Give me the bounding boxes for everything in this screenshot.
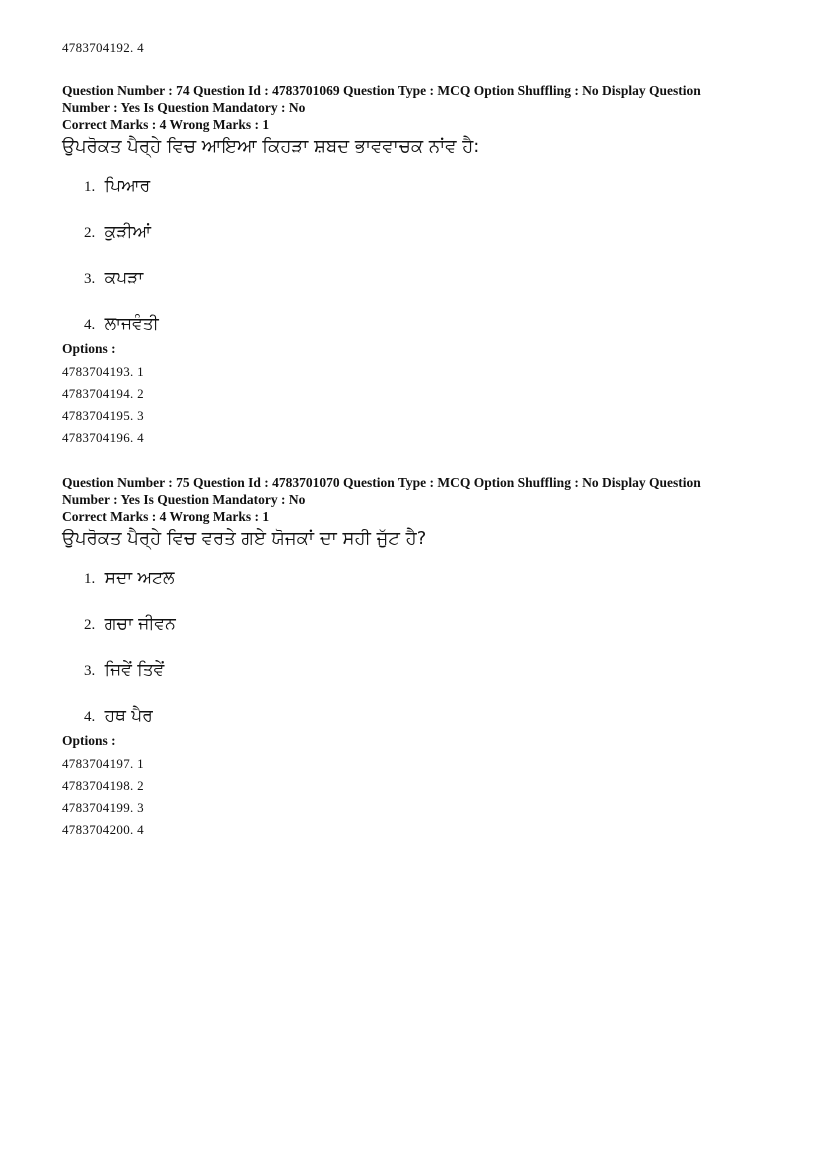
option-id: 4783704193. 1 bbox=[62, 364, 144, 379]
options-label: Options : bbox=[62, 341, 116, 356]
question-meta-line-2: Number : Yes Is Question Mandatory : No bbox=[62, 100, 306, 115]
question-marks: Correct Marks : 4 Wrong Marks : 1 bbox=[62, 509, 270, 524]
choice-item bbox=[84, 255, 772, 301]
option-id: 4783704197. 1 bbox=[62, 756, 144, 771]
option-id: 4783704194. 2 bbox=[62, 386, 144, 401]
choice-number: 1. bbox=[84, 179, 96, 195]
choice-label: ਕਪੜਾ bbox=[104, 268, 144, 288]
choice-label: ਸਦਾ ਅਟਲ bbox=[104, 568, 175, 588]
choice-item bbox=[84, 647, 772, 693]
choice-item bbox=[84, 209, 772, 255]
option-id: 4783704199. 3 bbox=[62, 800, 144, 815]
option-id-list bbox=[62, 361, 772, 449]
choice-label: ਪਿਆਰ bbox=[104, 176, 151, 196]
choice-number: 4. bbox=[84, 317, 96, 333]
choice-number: 1. bbox=[84, 571, 96, 587]
question-meta bbox=[62, 474, 772, 525]
choice-number: 3. bbox=[84, 271, 96, 287]
question-text: ਉਪਰੋਕਤ ਪੈਰ੍ਹੇ ਵਿਚ ਆਇਆ ਕਿਹੜਾ ਸ਼ਬਦ ਭਾਵਵਾਚਕ ਨਾਂਵ ਹੈ: bbox=[62, 136, 480, 157]
choice-list bbox=[62, 555, 772, 739]
choice-number: 2. bbox=[84, 225, 96, 241]
choice-label: ਕੁੜੀਆਂ bbox=[104, 222, 152, 242]
previous-option-id: 4783704192. 4 bbox=[62, 40, 144, 55]
question-meta-line-1: Question Number : 74 Question Id : 4783701069 Question Type : MCQ Option Shuffling : No Display Question bbox=[62, 83, 701, 98]
choice-label: ਗਚਾ ਜੀਵਨ bbox=[104, 614, 176, 634]
option-id: 4783704196. 4 bbox=[62, 430, 144, 445]
option-id: 4783704195. 3 bbox=[62, 408, 144, 423]
question-meta-line-1: Question Number : 75 Question Id : 4783701070 Question Type : MCQ Option Shuffling : No Display Question bbox=[62, 475, 701, 490]
choice-item bbox=[84, 601, 772, 647]
question-block-75 bbox=[62, 474, 772, 841]
question-block-74 bbox=[62, 82, 772, 449]
choice-item bbox=[84, 163, 772, 209]
choice-list bbox=[62, 163, 772, 347]
choice-number: 2. bbox=[84, 617, 96, 633]
choice-number: 3. bbox=[84, 663, 96, 679]
question-marks: Correct Marks : 4 Wrong Marks : 1 bbox=[62, 117, 270, 132]
choice-number: 4. bbox=[84, 709, 96, 725]
choice-label: ਲਾਜਵੰਤੀ bbox=[104, 314, 159, 334]
options-label: Options : bbox=[62, 733, 116, 748]
question-text: ਉਪਰੋਕਤ ਪੈਰ੍ਹੇ ਵਿਚ ਵਰਤੇ ਗਏ ਯੋਜਕਾਂ ਦਾ ਸਹੀ ਜੁੱਟ ਹੈ? bbox=[62, 528, 427, 549]
choice-item bbox=[84, 555, 772, 601]
option-id-list bbox=[62, 753, 772, 841]
choice-label: ਜਿਵੇਂ ਤਿਵੇਂ bbox=[104, 660, 165, 680]
option-id: 4783704200. 4 bbox=[62, 822, 144, 837]
question-meta-line-2: Number : Yes Is Question Mandatory : No bbox=[62, 492, 306, 507]
choice-label: ਹਥ ਪੈਰ bbox=[104, 706, 153, 726]
question-meta bbox=[62, 82, 772, 133]
option-id: 4783704198. 2 bbox=[62, 778, 144, 793]
